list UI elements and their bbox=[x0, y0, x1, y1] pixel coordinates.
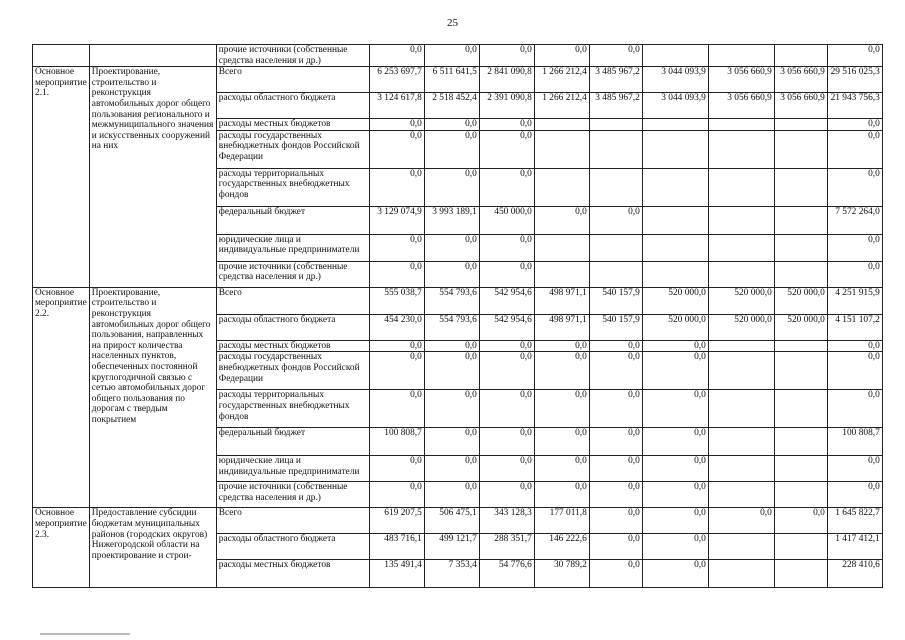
value-cell bbox=[642, 45, 708, 67]
value-cell: 7 353,4 bbox=[424, 560, 479, 588]
value-cell: 0,0 bbox=[424, 482, 479, 508]
value-cell: 21 943 756,3 bbox=[827, 93, 882, 119]
value-cell bbox=[642, 234, 708, 261]
value-cell: 4 151 107,2 bbox=[827, 314, 882, 340]
value-cell bbox=[708, 261, 774, 287]
value-cell: 0,0 bbox=[479, 340, 534, 352]
value-cell: 0,0 bbox=[479, 390, 534, 428]
funding-source-cell: Всего bbox=[216, 508, 369, 534]
value-cell: 0,0 bbox=[642, 428, 708, 456]
value-cell bbox=[774, 428, 827, 456]
value-cell: 0,0 bbox=[708, 508, 774, 534]
value-cell: 288 351,7 bbox=[479, 534, 534, 560]
value-cell: 0,0 bbox=[827, 261, 882, 287]
value-cell: 0,0 bbox=[827, 130, 882, 168]
funding-source-cell: расходы областного бюджета bbox=[216, 314, 369, 340]
value-cell: 146 222,6 bbox=[534, 534, 589, 560]
funding-source-cell: расходы местных бюджетов bbox=[216, 119, 369, 131]
table-row bbox=[33, 45, 883, 67]
value-cell: 3 993 189,1 bbox=[424, 206, 479, 234]
value-cell: 0,0 bbox=[479, 261, 534, 287]
value-cell: 0,0 bbox=[369, 168, 424, 206]
value-cell: 228 410,6 bbox=[827, 560, 882, 588]
funding-source-cell: расходы местных бюджетов bbox=[216, 340, 369, 352]
value-cell: 0,0 bbox=[369, 390, 424, 428]
value-cell bbox=[534, 168, 589, 206]
value-cell: 3 124 617,8 bbox=[369, 93, 424, 119]
value-cell bbox=[774, 45, 827, 67]
funding-source-cell: Всего bbox=[216, 287, 369, 314]
value-cell: 540 157,9 bbox=[589, 287, 642, 314]
value-cell: 0,0 bbox=[589, 45, 642, 67]
value-cell: 6 511 641,5 bbox=[424, 67, 479, 93]
funding-source-cell: расходы государственных внебюджетных фондов Российской Федерации bbox=[216, 352, 369, 390]
value-cell: 4 251 915,9 bbox=[827, 287, 882, 314]
value-cell: 0,0 bbox=[369, 340, 424, 352]
funding-source-cell: прочие источники (собственные средства населения и др.) bbox=[216, 482, 369, 508]
value-cell bbox=[774, 234, 827, 261]
value-cell: 7 572 264,0 bbox=[827, 206, 882, 234]
value-cell: 0,0 bbox=[827, 456, 882, 482]
value-cell: 1 266 212,4 bbox=[534, 67, 589, 93]
value-cell: 0,0 bbox=[479, 234, 534, 261]
value-cell: 0,0 bbox=[589, 508, 642, 534]
value-cell: 520 000,0 bbox=[642, 314, 708, 340]
value-cell: 0,0 bbox=[534, 482, 589, 508]
value-cell: 3 485 967,2 bbox=[589, 93, 642, 119]
funding-table bbox=[32, 44, 883, 588]
description-cell: Предоставление субсидии бюджетам муниципальных районов (городских округов) Нижегородской области на проектирование и строи- bbox=[89, 508, 216, 588]
value-cell: 0,0 bbox=[642, 560, 708, 588]
value-cell bbox=[708, 456, 774, 482]
funding-source-cell: федеральный бюджет bbox=[216, 206, 369, 234]
value-cell bbox=[708, 168, 774, 206]
funding-source-cell: расходы государственных внебюджетных фондов Российской Федерации bbox=[216, 130, 369, 168]
description-cell: Проектирование, строительство и реконструкция автомобильных дорог общего пользования, направленных на прирост количества населенных пунктов, обеспеченных постоянной круглогодичной связью с сетью автомобильных дорог общего пользования по дорогам с твердым покрытием bbox=[89, 287, 216, 508]
value-cell: 2 841 090,8 bbox=[479, 67, 534, 93]
value-cell: 0,0 bbox=[479, 130, 534, 168]
page-number: 25 bbox=[447, 17, 458, 29]
measure-cell bbox=[33, 45, 90, 67]
value-cell: 0,0 bbox=[479, 352, 534, 390]
value-cell bbox=[774, 130, 827, 168]
value-cell: 0,0 bbox=[642, 352, 708, 390]
value-cell: 0,0 bbox=[827, 45, 882, 67]
value-cell: 3 044 093,9 bbox=[642, 93, 708, 119]
value-cell bbox=[774, 168, 827, 206]
value-cell: 498 971,1 bbox=[534, 314, 589, 340]
value-cell: 0,0 bbox=[589, 340, 642, 352]
value-cell bbox=[534, 234, 589, 261]
value-cell: 0,0 bbox=[424, 261, 479, 287]
value-cell: 0,0 bbox=[424, 234, 479, 261]
funding-source-cell: расходы областного бюджета bbox=[216, 534, 369, 560]
value-cell bbox=[774, 456, 827, 482]
value-cell: 554 793,6 bbox=[424, 287, 479, 314]
value-cell: 3 485 967,2 bbox=[589, 67, 642, 93]
value-cell: 0,0 bbox=[534, 456, 589, 482]
value-cell: 0,0 bbox=[424, 130, 479, 168]
value-cell: 0,0 bbox=[369, 234, 424, 261]
value-cell: 2 391 090,8 bbox=[479, 93, 534, 119]
value-cell: 0,0 bbox=[642, 340, 708, 352]
value-cell: 619 207,5 bbox=[369, 508, 424, 534]
value-cell bbox=[774, 340, 827, 352]
value-cell: 0,0 bbox=[534, 206, 589, 234]
value-cell: 555 038,7 bbox=[369, 287, 424, 314]
value-cell: 554 793,6 bbox=[424, 314, 479, 340]
value-cell bbox=[589, 168, 642, 206]
value-cell: 498 971,1 bbox=[534, 287, 589, 314]
value-cell: 0,0 bbox=[534, 428, 589, 456]
value-cell: 54 776,6 bbox=[479, 560, 534, 588]
value-cell: 3 056 660,9 bbox=[708, 67, 774, 93]
value-cell: 542 954,6 bbox=[479, 287, 534, 314]
value-cell: 0,0 bbox=[827, 234, 882, 261]
value-cell: 0,0 bbox=[369, 45, 424, 67]
table-row bbox=[33, 67, 883, 93]
value-cell: 483 716,1 bbox=[369, 534, 424, 560]
value-cell: 135 491,4 bbox=[369, 560, 424, 588]
value-cell bbox=[589, 130, 642, 168]
measure-cell: Основное мероприятие 2.2. bbox=[33, 287, 90, 508]
value-cell bbox=[534, 130, 589, 168]
value-cell: 1 417 412,1 bbox=[827, 534, 882, 560]
value-cell: 0,0 bbox=[424, 168, 479, 206]
value-cell: 0,0 bbox=[642, 482, 708, 508]
value-cell: 0,0 bbox=[589, 390, 642, 428]
description-cell: Проектирование, строительство и реконструкция автомобильных дорог общего пользования регионального и межмуниципального значения и искусственных сооружений на них bbox=[89, 67, 216, 288]
value-cell: 0,0 bbox=[479, 482, 534, 508]
table-body bbox=[33, 45, 883, 588]
value-cell: 0,0 bbox=[424, 390, 479, 428]
value-cell bbox=[534, 119, 589, 131]
value-cell: 0,0 bbox=[642, 508, 708, 534]
value-cell: 30 789,2 bbox=[534, 560, 589, 588]
value-cell: 0,0 bbox=[827, 482, 882, 508]
measure-cell: Основное мероприятие 2.3. bbox=[33, 508, 90, 588]
funding-source-cell: расходы территориальных государственных внебюджетных фондов bbox=[216, 390, 369, 428]
value-cell: 0,0 bbox=[589, 428, 642, 456]
value-cell: 0,0 bbox=[589, 352, 642, 390]
value-cell bbox=[774, 206, 827, 234]
funding-source-cell: юридические лица и индивидуальные предприниматели bbox=[216, 234, 369, 261]
value-cell: 0,0 bbox=[589, 560, 642, 588]
value-cell bbox=[589, 234, 642, 261]
value-cell: 3 129 074,9 bbox=[369, 206, 424, 234]
table-row bbox=[33, 508, 883, 534]
value-cell: 520 000,0 bbox=[708, 314, 774, 340]
value-cell: 0,0 bbox=[589, 482, 642, 508]
value-cell bbox=[708, 340, 774, 352]
value-cell bbox=[642, 168, 708, 206]
value-cell: 520 000,0 bbox=[774, 287, 827, 314]
funding-source-cell: расходы территориальных государственных внебюджетных фондов bbox=[216, 168, 369, 206]
value-cell: 0,0 bbox=[534, 45, 589, 67]
value-cell: 0,0 bbox=[479, 45, 534, 67]
value-cell: 520 000,0 bbox=[642, 287, 708, 314]
value-cell bbox=[708, 534, 774, 560]
value-cell: 0,0 bbox=[589, 206, 642, 234]
value-cell: 0,0 bbox=[479, 456, 534, 482]
description-cell bbox=[89, 45, 216, 67]
value-cell: 343 128,3 bbox=[479, 508, 534, 534]
value-cell: 0,0 bbox=[424, 119, 479, 131]
value-cell: 3 056 660,9 bbox=[774, 93, 827, 119]
value-cell: 0,0 bbox=[774, 508, 827, 534]
value-cell bbox=[708, 206, 774, 234]
value-cell bbox=[708, 428, 774, 456]
value-cell: 0,0 bbox=[534, 390, 589, 428]
value-cell: 0,0 bbox=[827, 390, 882, 428]
value-cell bbox=[708, 560, 774, 588]
value-cell: 0,0 bbox=[424, 45, 479, 67]
value-cell: 0,0 bbox=[369, 130, 424, 168]
value-cell: 499 121,7 bbox=[424, 534, 479, 560]
value-cell: 3 056 660,9 bbox=[708, 93, 774, 119]
value-cell: 0,0 bbox=[424, 340, 479, 352]
funding-source-cell: прочие источники (собственные средства населения и др.) bbox=[216, 45, 369, 67]
value-cell: 3 044 093,9 bbox=[642, 67, 708, 93]
value-cell bbox=[642, 261, 708, 287]
value-cell: 2 518 452,4 bbox=[424, 93, 479, 119]
value-cell bbox=[708, 130, 774, 168]
value-cell: 0,0 bbox=[827, 352, 882, 390]
funding-source-cell: расходы областного бюджета bbox=[216, 93, 369, 119]
value-cell bbox=[708, 119, 774, 131]
value-cell: 0,0 bbox=[479, 428, 534, 456]
value-cell bbox=[642, 206, 708, 234]
value-cell: 1 266 212,4 bbox=[534, 93, 589, 119]
value-cell: 0,0 bbox=[534, 340, 589, 352]
value-cell: 6 253 697,7 bbox=[369, 67, 424, 93]
measure-cell: Основное мероприятие 2.1. bbox=[33, 67, 90, 288]
value-cell bbox=[774, 261, 827, 287]
value-cell: 450 000,0 bbox=[479, 206, 534, 234]
value-cell: 454 230,0 bbox=[369, 314, 424, 340]
value-cell bbox=[774, 560, 827, 588]
value-cell: 0,0 bbox=[369, 482, 424, 508]
value-cell: 0,0 bbox=[369, 352, 424, 390]
value-cell: 29 516 025,3 bbox=[827, 67, 882, 93]
funding-source-cell: юридические лица и индивидуальные предприниматели bbox=[216, 456, 369, 482]
value-cell: 0,0 bbox=[424, 352, 479, 390]
value-cell: 177 011,8 bbox=[534, 508, 589, 534]
value-cell bbox=[708, 45, 774, 67]
value-cell bbox=[708, 482, 774, 508]
value-cell: 3 056 660,9 bbox=[774, 67, 827, 93]
value-cell bbox=[774, 534, 827, 560]
funding-source-cell: Всего bbox=[216, 67, 369, 93]
value-cell: 1 645 822,7 bbox=[827, 508, 882, 534]
value-cell bbox=[774, 119, 827, 131]
value-cell bbox=[708, 390, 774, 428]
value-cell: 0,0 bbox=[424, 456, 479, 482]
value-cell: 540 157,9 bbox=[589, 314, 642, 340]
value-cell: 506 475,1 bbox=[424, 508, 479, 534]
value-cell bbox=[642, 119, 708, 131]
value-cell bbox=[534, 261, 589, 287]
value-cell: 0,0 bbox=[534, 352, 589, 390]
value-cell bbox=[774, 482, 827, 508]
value-cell: 0,0 bbox=[642, 456, 708, 482]
value-cell: 0,0 bbox=[589, 534, 642, 560]
value-cell: 100 808,7 bbox=[369, 428, 424, 456]
value-cell: 0,0 bbox=[479, 119, 534, 131]
value-cell: 0,0 bbox=[827, 119, 882, 131]
value-cell bbox=[774, 390, 827, 428]
value-cell bbox=[642, 130, 708, 168]
value-cell: 520 000,0 bbox=[774, 314, 827, 340]
value-cell: 0,0 bbox=[642, 534, 708, 560]
value-cell: 0,0 bbox=[827, 340, 882, 352]
value-cell: 100 808,7 bbox=[827, 428, 882, 456]
value-cell: 0,0 bbox=[827, 168, 882, 206]
value-cell: 0,0 bbox=[642, 390, 708, 428]
value-cell: 542 954,6 bbox=[479, 314, 534, 340]
value-cell: 0,0 bbox=[589, 456, 642, 482]
value-cell: 0,0 bbox=[369, 119, 424, 131]
value-cell bbox=[708, 352, 774, 390]
scan-artifact bbox=[40, 633, 130, 635]
value-cell bbox=[589, 119, 642, 131]
value-cell: 0,0 bbox=[424, 428, 479, 456]
value-cell bbox=[708, 234, 774, 261]
value-cell bbox=[774, 352, 827, 390]
value-cell: 0,0 bbox=[369, 261, 424, 287]
value-cell: 0,0 bbox=[479, 168, 534, 206]
funding-source-cell: расходы местных бюджетов bbox=[216, 560, 369, 588]
funding-source-cell: прочие источники (собственные средства населения и др.) bbox=[216, 261, 369, 287]
value-cell bbox=[589, 261, 642, 287]
table-row bbox=[33, 287, 883, 314]
value-cell: 0,0 bbox=[369, 456, 424, 482]
value-cell: 520 000,0 bbox=[708, 287, 774, 314]
funding-source-cell: федеральный бюджет bbox=[216, 428, 369, 456]
